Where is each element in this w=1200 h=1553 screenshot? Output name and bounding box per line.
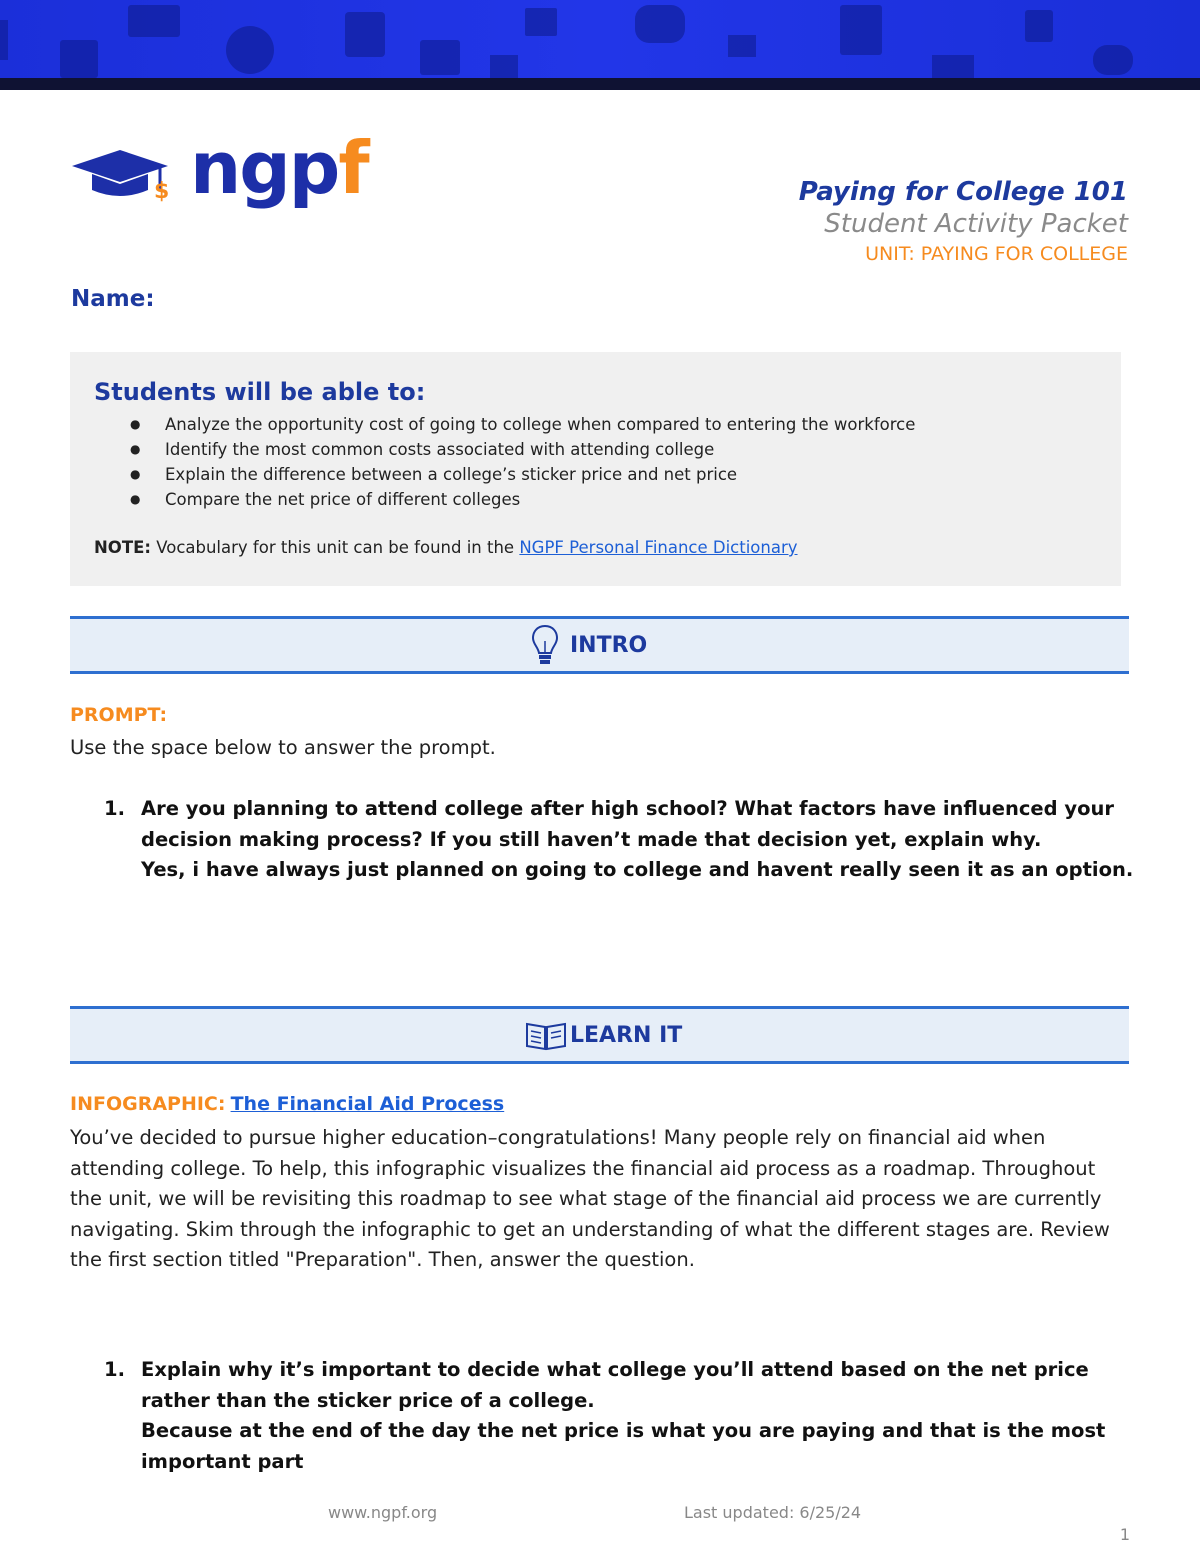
lightbulb-icon: [530, 623, 560, 667]
objective-item: ● Analyze the opportunity cost of going to college when compared to entering the workforce: [130, 412, 915, 437]
infographic-link[interactable]: The Financial Aid Process: [230, 1093, 505, 1115]
footer-last-updated: Last updated: 6/25/24: [684, 1503, 862, 1522]
page-number: 1: [1119, 1525, 1130, 1544]
document-title: Paying for College 101: [798, 177, 1128, 207]
document-title-block: [628, 176, 1128, 268]
book-icon: [525, 1021, 567, 1051]
question-number: 1.: [104, 1358, 125, 1381]
banner-bottom-strip: [0, 78, 1200, 90]
note-text: Vocabulary for this unit can be found in the: [150, 538, 520, 557]
svg-text:$: $: [154, 179, 170, 204]
objective-item: ● Identify the most common costs associated with attending college: [130, 437, 915, 462]
intro-section-label: INTRO: [570, 633, 648, 658]
question-number: 1.: [104, 797, 125, 820]
infographic-heading: [70, 1093, 504, 1115]
learn-it-section-header: [70, 1006, 1129, 1064]
infographic-paragraph: You’ve decided to pursue higher education–congratulations! Many people rely on financial aid when attending college. To help, this infographic visualizes the financial aid process as a roadmap. Throughout the unit, we will be revisiting this roadmap to see what stage of the financial aid process we are currently navigating. Skim through the infographic to get an understanding of what the different stages are. Review the first section titled "Preparation". Then, answer the question.: [70, 1126, 1110, 1271]
vocabulary-note: [94, 538, 798, 557]
objectives-list: [130, 412, 915, 512]
student-answer[interactable]: Yes, i have always just planned on going to college and havent really seen it as an option.: [141, 858, 1134, 881]
name-label: Name:: [71, 286, 155, 312]
objectives-box: [70, 352, 1121, 586]
objective-item: ● Compare the net price of different colleges: [130, 487, 915, 512]
footer-website: www.ngpf.org: [328, 1503, 438, 1522]
intro-question-1: [104, 794, 1134, 886]
learn-question-1: [104, 1355, 1134, 1477]
prompt-label: PROMPT:: [70, 704, 168, 726]
document-subtitle: Student Activity Packet: [824, 209, 1128, 239]
infographic-label: INFOGRAPHIC:: [70, 1093, 226, 1115]
student-answer[interactable]: Because at the end of the day the net price is what you are paying and that is the most important part: [141, 1419, 1106, 1473]
logo-wordmark: ngpf: [190, 126, 368, 210]
intro-section-header: [70, 616, 1129, 674]
objectives-heading: Students will be able to:: [94, 378, 426, 406]
banner-pattern: [0, 0, 1200, 90]
note-label: NOTE:: [94, 538, 151, 557]
objective-item: ● Explain the difference between a college’s sticker price and net price: [130, 462, 915, 487]
prompt-instruction: Use the space below to answer the prompt.: [70, 736, 496, 759]
question-text: Are you planning to attend college after high school? What factors have influenced your decision making process? If you still haven’t made that decision yet, explain why.: [141, 797, 1114, 851]
unit-label: UNIT: PAYING FOR COLLEGE: [865, 243, 1128, 265]
graduation-cap-icon: [72, 150, 169, 204]
learn-it-section-label: LEARN IT: [570, 1023, 683, 1048]
header-banner: [0, 0, 1200, 90]
dictionary-link[interactable]: NGPF Personal Finance Dictionary: [519, 538, 798, 557]
question-text: Explain why it’s important to decide what college you’ll attend based on the net price rather than the sticker price of a college.: [141, 1358, 1089, 1412]
